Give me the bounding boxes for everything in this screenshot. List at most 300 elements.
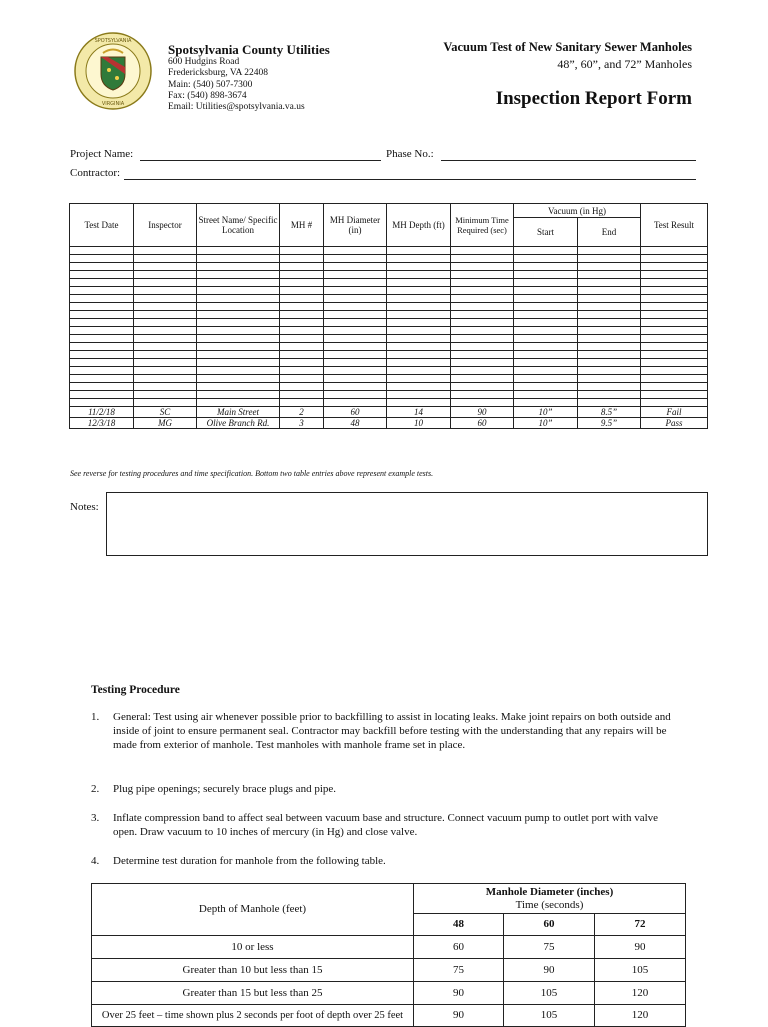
- log-cell[interactable]: [70, 255, 134, 263]
- example-log-cell: Pass: [641, 418, 708, 429]
- header-mh-diameter: MH Diameter (in): [324, 204, 387, 247]
- step-text: Determine test duration for manhole from the following table.: [113, 855, 386, 867]
- org-address-line-2: Fredericksburg, VA 22408: [168, 68, 269, 78]
- log-cell[interactable]: [514, 311, 578, 319]
- log-cell[interactable]: [134, 343, 197, 351]
- log-cell[interactable]: [387, 351, 451, 359]
- log-cell[interactable]: [387, 287, 451, 295]
- county-seal-logo: [74, 32, 152, 110]
- log-cell[interactable]: [324, 263, 387, 271]
- log-cell[interactable]: [514, 271, 578, 279]
- log-cell[interactable]: [280, 359, 324, 367]
- log-cell[interactable]: [280, 247, 324, 255]
- log-cell[interactable]: [324, 303, 387, 311]
- log-cell[interactable]: [578, 375, 641, 383]
- log-cell[interactable]: [451, 303, 514, 311]
- log-cell[interactable]: [387, 247, 451, 255]
- log-cell[interactable]: [197, 295, 280, 303]
- diameter-60: 60: [504, 914, 595, 936]
- log-cell[interactable]: [514, 255, 578, 263]
- log-cell[interactable]: [514, 335, 578, 343]
- log-cell[interactable]: [280, 383, 324, 391]
- log-cell[interactable]: [641, 247, 708, 255]
- procedure-step: [91, 811, 671, 839]
- log-cell[interactable]: [387, 343, 451, 351]
- log-cell[interactable]: [451, 263, 514, 271]
- log-cell[interactable]: [387, 383, 451, 391]
- log-cell[interactable]: [641, 391, 708, 399]
- log-cell[interactable]: [280, 327, 324, 335]
- log-cell[interactable]: [387, 295, 451, 303]
- header-vacuum-start: Start: [514, 218, 578, 247]
- log-cell[interactable]: [641, 351, 708, 359]
- log-cell[interactable]: [324, 287, 387, 295]
- header-inspector: Inspector: [134, 204, 197, 247]
- example-log-cell: 14: [387, 407, 451, 418]
- duration-row: [92, 936, 686, 959]
- duration-value: 90: [504, 959, 595, 982]
- log-cell[interactable]: [451, 319, 514, 327]
- log-cell[interactable]: [324, 399, 387, 407]
- log-cell[interactable]: [578, 327, 641, 335]
- log-cell[interactable]: [451, 343, 514, 351]
- log-cell[interactable]: [134, 327, 197, 335]
- log-cell[interactable]: [641, 279, 708, 287]
- log-cell[interactable]: [578, 247, 641, 255]
- log-cell[interactable]: [280, 295, 324, 303]
- log-cell[interactable]: [514, 375, 578, 383]
- procedure-step: [91, 782, 671, 796]
- duration-value: 105: [504, 1005, 595, 1027]
- log-cell[interactable]: [387, 311, 451, 319]
- log-cell[interactable]: [134, 311, 197, 319]
- procedure-step: [91, 854, 671, 868]
- log-cell[interactable]: [134, 383, 197, 391]
- log-cell[interactable]: [578, 319, 641, 327]
- log-cell[interactable]: [70, 303, 134, 311]
- log-cell[interactable]: [70, 279, 134, 287]
- log-cell[interactable]: [641, 327, 708, 335]
- log-cell[interactable]: [578, 343, 641, 351]
- blank-log-row[interactable]: [70, 367, 708, 375]
- log-cell[interactable]: [514, 327, 578, 335]
- notes-box[interactable]: [106, 492, 708, 556]
- log-cell[interactable]: [134, 271, 197, 279]
- log-cell[interactable]: [641, 367, 708, 375]
- duration-row: [92, 959, 686, 982]
- log-cell[interactable]: [70, 343, 134, 351]
- log-cell[interactable]: [134, 247, 197, 255]
- log-cell[interactable]: [578, 271, 641, 279]
- svg-text:VIRGINIA: VIRGINIA: [101, 101, 125, 107]
- log-cell[interactable]: [197, 287, 280, 295]
- log-cell[interactable]: [641, 311, 708, 319]
- duration-value: 90: [595, 936, 686, 959]
- log-cell[interactable]: [514, 383, 578, 391]
- log-cell[interactable]: [641, 359, 708, 367]
- log-cell[interactable]: [578, 311, 641, 319]
- diameter-72: 72: [595, 914, 686, 936]
- log-cell[interactable]: [197, 327, 280, 335]
- duration-value: 75: [414, 959, 504, 982]
- step-text: Inflate compression band to affect seal between vacuum base and structure. Connect vacuum pump to outlet port with valve open. Draw vacuum to 10 inches of mercury (in Hg) and close valve.: [113, 812, 659, 838]
- example-log-cell: 48: [324, 418, 387, 429]
- log-cell[interactable]: [197, 359, 280, 367]
- log-cell[interactable]: [578, 351, 641, 359]
- notes-label: Notes:: [70, 501, 99, 513]
- org-fax: Fax: (540) 898-3674: [168, 91, 247, 101]
- log-cell[interactable]: [514, 399, 578, 407]
- log-cell[interactable]: [514, 319, 578, 327]
- log-cell[interactable]: [451, 391, 514, 399]
- log-cell[interactable]: [70, 263, 134, 271]
- log-cell[interactable]: [280, 319, 324, 327]
- log-cell[interactable]: [70, 367, 134, 375]
- log-cell[interactable]: [70, 311, 134, 319]
- duration-value: 90: [414, 1005, 504, 1027]
- log-cell[interactable]: [514, 279, 578, 287]
- log-cell[interactable]: [451, 255, 514, 263]
- example-log-cell: 9.5”: [578, 418, 641, 429]
- log-cell[interactable]: [387, 263, 451, 271]
- log-cell[interactable]: [387, 303, 451, 311]
- log-cell[interactable]: [280, 343, 324, 351]
- log-cell[interactable]: [70, 319, 134, 327]
- log-cell[interactable]: [578, 255, 641, 263]
- example-log-cell: Main Street: [197, 407, 280, 418]
- log-cell[interactable]: [387, 319, 451, 327]
- log-cell[interactable]: [134, 375, 197, 383]
- blank-log-row[interactable]: [70, 343, 708, 351]
- log-cell[interactable]: [134, 319, 197, 327]
- log-cell[interactable]: [324, 351, 387, 359]
- log-cell[interactable]: [134, 399, 197, 407]
- example-log-cell: 11/2/18: [70, 407, 134, 418]
- log-cell[interactable]: [514, 303, 578, 311]
- log-cell[interactable]: [324, 295, 387, 303]
- log-cell[interactable]: [641, 399, 708, 407]
- log-cell[interactable]: [514, 343, 578, 351]
- log-cell[interactable]: [197, 255, 280, 263]
- log-cell[interactable]: [578, 295, 641, 303]
- log-cell[interactable]: [280, 303, 324, 311]
- log-cell[interactable]: [324, 383, 387, 391]
- log-cell[interactable]: [280, 399, 324, 407]
- log-cell[interactable]: [280, 271, 324, 279]
- header-vacuum-end: End: [578, 218, 641, 247]
- log-cell[interactable]: [324, 279, 387, 287]
- log-cell[interactable]: [514, 287, 578, 295]
- log-cell[interactable]: [197, 263, 280, 271]
- log-cell[interactable]: [197, 343, 280, 351]
- log-cell[interactable]: [134, 287, 197, 295]
- example-log-cell: 12/3/18: [70, 418, 134, 429]
- log-cell[interactable]: [280, 351, 324, 359]
- log-cell[interactable]: [641, 255, 708, 263]
- log-cell[interactable]: [197, 279, 280, 287]
- log-cell[interactable]: [514, 367, 578, 375]
- step-number: 2.: [91, 783, 100, 795]
- log-cell[interactable]: [641, 319, 708, 327]
- log-cell[interactable]: [70, 287, 134, 295]
- blank-log-row[interactable]: [70, 335, 708, 343]
- log-cell[interactable]: [451, 287, 514, 295]
- log-cell[interactable]: [451, 367, 514, 375]
- log-cell[interactable]: [197, 247, 280, 255]
- duration-value: 60: [414, 936, 504, 959]
- log-cell[interactable]: [514, 247, 578, 255]
- duration-value: 105: [504, 982, 595, 1005]
- form-heading: Inspection Report Form: [495, 88, 692, 109]
- step-number: 3.: [91, 812, 100, 824]
- log-cell[interactable]: [578, 399, 641, 407]
- log-cell[interactable]: [451, 295, 514, 303]
- header-street: Street Name/ Specific Location: [197, 204, 280, 247]
- log-cell[interactable]: [70, 383, 134, 391]
- procedure-heading: Testing Procedure: [91, 684, 180, 696]
- log-cell[interactable]: [451, 327, 514, 335]
- log-cell[interactable]: [280, 287, 324, 295]
- log-cell[interactable]: [280, 311, 324, 319]
- log-cell[interactable]: [578, 383, 641, 391]
- log-cell[interactable]: [451, 375, 514, 383]
- log-cell[interactable]: [324, 247, 387, 255]
- log-cell[interactable]: [387, 359, 451, 367]
- duration-depth: 10 or less: [92, 936, 414, 959]
- log-cell[interactable]: [578, 335, 641, 343]
- log-cell[interactable]: [134, 359, 197, 367]
- header-test-result: Test Result: [641, 204, 708, 247]
- log-cell[interactable]: [280, 375, 324, 383]
- log-cell[interactable]: [387, 375, 451, 383]
- contractor-field[interactable]: [124, 179, 696, 180]
- header-test-date: Test Date: [70, 204, 134, 247]
- log-cell[interactable]: [134, 367, 197, 375]
- example-log-cell: 2: [280, 407, 324, 418]
- log-cell[interactable]: [514, 295, 578, 303]
- log-cell[interactable]: [197, 311, 280, 319]
- log-cell[interactable]: [324, 255, 387, 263]
- diameter-48: 48: [414, 914, 504, 936]
- contractor-label: Contractor:: [70, 167, 121, 179]
- depth-header: Depth of Manhole (feet): [92, 884, 414, 936]
- header-min-time: Minimum Time Required (sec): [451, 204, 514, 247]
- log-cell[interactable]: [134, 255, 197, 263]
- blank-log-row[interactable]: [70, 255, 708, 263]
- log-cell[interactable]: [451, 311, 514, 319]
- log-cell[interactable]: [578, 359, 641, 367]
- time-header: Time (seconds): [515, 898, 584, 911]
- log-cell[interactable]: [70, 327, 134, 335]
- org-email[interactable]: Email: Utilities@spotsylvania.va.us: [168, 102, 305, 112]
- log-cell[interactable]: [280, 335, 324, 343]
- form-subtitle: 48”, 60”, and 72” Manholes: [557, 57, 692, 71]
- log-cell[interactable]: [324, 375, 387, 383]
- log-cell[interactable]: [451, 383, 514, 391]
- log-cell[interactable]: [514, 359, 578, 367]
- log-cell[interactable]: [324, 359, 387, 367]
- step-number: 1.: [91, 711, 100, 723]
- example-log-row: [70, 418, 708, 429]
- log-cell[interactable]: [387, 391, 451, 399]
- log-cell[interactable]: [280, 391, 324, 399]
- log-cell[interactable]: [514, 263, 578, 271]
- phase-field[interactable]: [441, 160, 696, 161]
- header-vacuum: Vacuum (in Hg): [514, 204, 641, 218]
- example-log-cell: 3: [280, 418, 324, 429]
- log-cell[interactable]: [134, 263, 197, 271]
- log-cell[interactable]: [641, 375, 708, 383]
- org-address-line-1: 600 Hudgins Road: [168, 57, 240, 67]
- log-cell[interactable]: [451, 359, 514, 367]
- log-cell[interactable]: [451, 271, 514, 279]
- log-cell[interactable]: [641, 295, 708, 303]
- blank-log-row[interactable]: [70, 399, 708, 407]
- log-cell[interactable]: [324, 327, 387, 335]
- step-text: Plug pipe openings; securely brace plugs and pipe.: [113, 783, 337, 795]
- log-cell[interactable]: [387, 255, 451, 263]
- log-cell[interactable]: [134, 351, 197, 359]
- log-cell[interactable]: [280, 367, 324, 375]
- log-cell[interactable]: [514, 351, 578, 359]
- blank-log-row[interactable]: [70, 351, 708, 359]
- log-cell[interactable]: [197, 303, 280, 311]
- log-cell[interactable]: [197, 319, 280, 327]
- blank-log-row[interactable]: [70, 279, 708, 287]
- log-cell[interactable]: [324, 311, 387, 319]
- log-cell[interactable]: [641, 303, 708, 311]
- log-cell[interactable]: [641, 343, 708, 351]
- log-cell[interactable]: [134, 391, 197, 399]
- log-cell[interactable]: [280, 279, 324, 287]
- log-cell[interactable]: [70, 375, 134, 383]
- log-cell[interactable]: [70, 359, 134, 367]
- example-log-cell: 60: [451, 418, 514, 429]
- blank-log-row[interactable]: [70, 287, 708, 295]
- log-cell[interactable]: [280, 263, 324, 271]
- log-cell[interactable]: [578, 391, 641, 399]
- log-cell[interactable]: [70, 247, 134, 255]
- header-mh-number: MH #: [280, 204, 324, 247]
- log-cell[interactable]: [641, 383, 708, 391]
- blank-log-row[interactable]: [70, 391, 708, 399]
- blank-log-row[interactable]: [70, 263, 708, 271]
- duration-depth: Over 25 feet – time shown plus 2 seconds per foot of depth over 25 feet: [92, 1005, 414, 1027]
- log-cell[interactable]: [641, 263, 708, 271]
- example-log-cell: Olive Branch Rd.: [197, 418, 280, 429]
- log-cell[interactable]: [387, 399, 451, 407]
- test-duration-table: [91, 883, 686, 1027]
- example-log-cell: Fail: [641, 407, 708, 418]
- log-cell[interactable]: [324, 319, 387, 327]
- blank-log-row[interactable]: [70, 311, 708, 319]
- example-log-cell: SC: [134, 407, 197, 418]
- phase-label: Phase No.:: [386, 148, 434, 160]
- example-log-cell: 90: [451, 407, 514, 418]
- log-cell[interactable]: [324, 343, 387, 351]
- project-name-label: Project Name:: [70, 148, 134, 160]
- log-cell[interactable]: [324, 271, 387, 279]
- log-cell[interactable]: [641, 335, 708, 343]
- step-text: General: Test using air whenever possible prior to backfilling to assist in locating leaks. Make joint repairs on both outside and inside of joint to ensure permanent seal. Contractor may backfill before testing with the understanding that any repairs will be made from exterior of manhole. Test manholes with manhole frame set in place.: [113, 711, 671, 751]
- log-cell[interactable]: [197, 383, 280, 391]
- duration-value: 105: [595, 959, 686, 982]
- log-cell[interactable]: [134, 295, 197, 303]
- inspection-log-table: [69, 203, 708, 429]
- blank-log-row[interactable]: [70, 375, 708, 383]
- log-cell[interactable]: [387, 327, 451, 335]
- log-cell[interactable]: [324, 367, 387, 375]
- blank-log-row[interactable]: [70, 319, 708, 327]
- log-cell[interactable]: [387, 279, 451, 287]
- blank-log-row[interactable]: [70, 383, 708, 391]
- log-cell[interactable]: [514, 391, 578, 399]
- duration-row: [92, 1005, 686, 1027]
- log-cell[interactable]: [70, 391, 134, 399]
- blank-log-row[interactable]: [70, 303, 708, 311]
- log-cell[interactable]: [451, 335, 514, 343]
- log-cell[interactable]: [387, 335, 451, 343]
- log-cell[interactable]: [451, 399, 514, 407]
- log-cell[interactable]: [197, 351, 280, 359]
- log-cell[interactable]: [134, 335, 197, 343]
- duration-value: 120: [595, 982, 686, 1005]
- log-cell[interactable]: [197, 399, 280, 407]
- svg-text:SPOTSYLVANIA: SPOTSYLVANIA: [94, 38, 132, 44]
- log-cell[interactable]: [197, 271, 280, 279]
- log-cell[interactable]: [387, 367, 451, 375]
- log-cell[interactable]: [451, 279, 514, 287]
- blank-log-row[interactable]: [70, 271, 708, 279]
- log-cell[interactable]: [70, 399, 134, 407]
- log-cell[interactable]: [280, 255, 324, 263]
- log-cell[interactable]: [641, 271, 708, 279]
- log-cell[interactable]: [134, 279, 197, 287]
- log-cell[interactable]: [578, 279, 641, 287]
- log-cell[interactable]: [197, 391, 280, 399]
- log-cell[interactable]: [451, 351, 514, 359]
- example-log-row: [70, 407, 708, 418]
- blank-log-row[interactable]: [70, 295, 708, 303]
- log-cell[interactable]: [451, 247, 514, 255]
- log-cell[interactable]: [197, 375, 280, 383]
- log-cell[interactable]: [578, 367, 641, 375]
- log-cell[interactable]: [578, 287, 641, 295]
- log-cell[interactable]: [387, 271, 451, 279]
- log-cell[interactable]: [70, 295, 134, 303]
- example-log-cell: 10”: [514, 418, 578, 429]
- log-cell[interactable]: [324, 335, 387, 343]
- log-cell[interactable]: [578, 263, 641, 271]
- log-cell[interactable]: [70, 271, 134, 279]
- project-name-field[interactable]: [140, 160, 381, 161]
- log-cell[interactable]: [578, 303, 641, 311]
- log-cell[interactable]: [324, 391, 387, 399]
- blank-log-row[interactable]: [70, 359, 708, 367]
- footnote: See reverse for testing procedures and time specification. Bottom two table entries above represent example tests.: [70, 469, 434, 478]
- blank-log-row[interactable]: [70, 247, 708, 255]
- log-cell[interactable]: [197, 335, 280, 343]
- blank-log-row[interactable]: [70, 327, 708, 335]
- example-log-cell: 8.5”: [578, 407, 641, 418]
- header-mh-depth: MH Depth (ft): [387, 204, 451, 247]
- log-cell[interactable]: [70, 351, 134, 359]
- duration-value: 90: [414, 982, 504, 1005]
- log-cell[interactable]: [641, 287, 708, 295]
- log-cell[interactable]: [197, 367, 280, 375]
- log-cell[interactable]: [134, 303, 197, 311]
- log-cell[interactable]: [70, 335, 134, 343]
